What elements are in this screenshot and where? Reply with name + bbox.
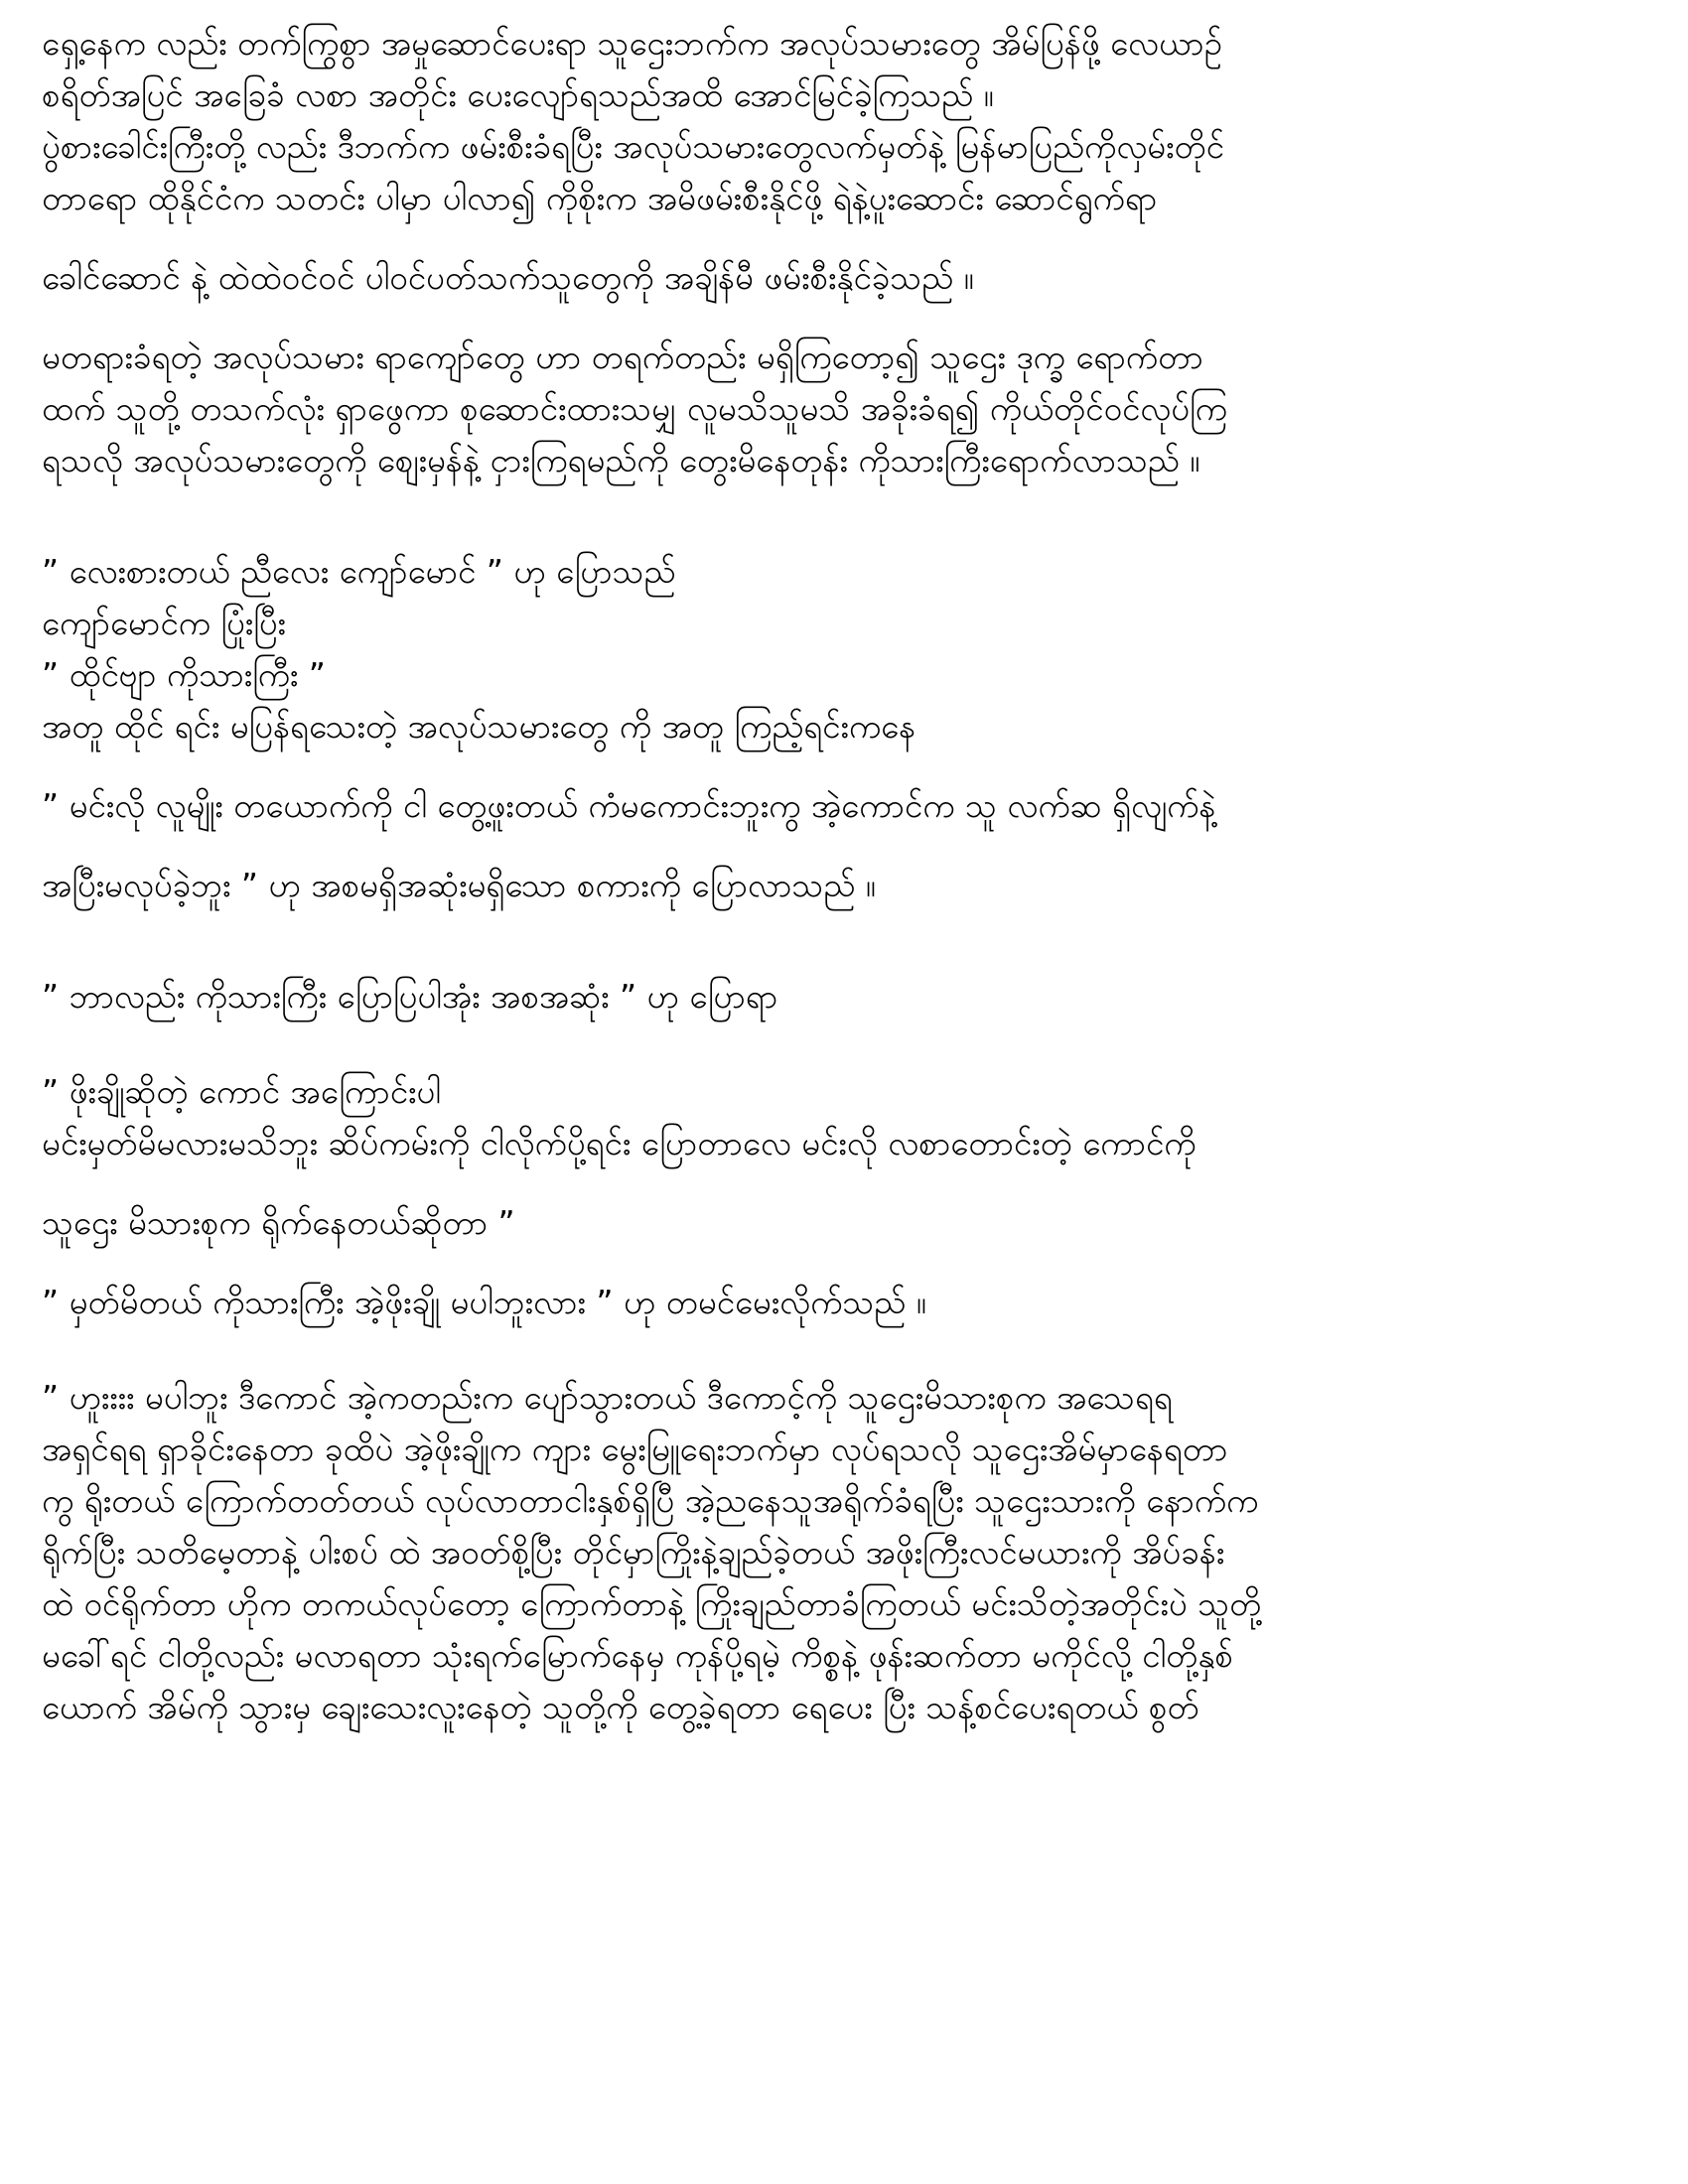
text-line: ” ထိုင်ဗျာ ကိုသားကြီး ” <box>42 655 326 694</box>
text-line: တာရော ထိုနိုင်ငံက သတင်း ပါမှာ ပါလာ၍ ကိုစိုးက အမိဖမ်းစီးနိုင်ဖို့ ရဲနဲ့ပူးဆောင်း ဆောင်ရွက်ရာ <box>42 179 1158 217</box>
text-line: ကွ ရိုးတယ် ကြောက်တတ်တယ် လုပ်လာတာငါးနှစ်ရှိပြီ အဲ့ညနေသူအရိုက်ခံရပြီး သူဌေးသားကို နောက်က <box>42 1481 1259 1520</box>
paragraph-gap <box>42 752 1650 780</box>
paragraph-gap <box>42 486 1650 546</box>
paragraph-gap <box>42 1249 1650 1277</box>
text-line: ယောက် အိမ်ကို သွားမှ ချေးသေးလူးနေတဲ့ သူတို့ကို တွေ့ခဲ့ရတာ ရေပေး ပြီး သန့်စင်ပေးရတယ် စွတ် <box>42 1688 1199 1726</box>
text-line: ထဲ ဝင်ရိုက်တာ ဟိုက တကယ်လုပ်တော့ ကြောက်တာနဲ့ ကြိုးချည်တာခံကြတယ် မင်းသိတဲ့အတိုင်းပဲ သူတို့ <box>42 1584 1262 1623</box>
text-line: စရိတ်အပြင် အခြေခံ လစာ အတိုင်း ပေးလျော်ရသည်အထိ အောင်မြင်ခဲ့ကြသည် ။ <box>42 75 994 114</box>
text-line: ” မင်းလို လူမျိုး တယောက်ကို ငါ တွေ့ဖူးတယ် ကံမကောင်းဘူးကွ အဲ့ကောင်က သူ လက်ဆ ရှိလျက်နဲ့ <box>42 786 1216 825</box>
text-line: ပွဲစားခေါင်းကြီးတို့ လည်း ဒီဘက်က ဖမ်းစီးခံရပြီး အလုပ်သမားတွေလက်မှတ်နဲ့ မြန်မာပြည်ကိုလှမ်းတိုင် <box>42 127 1224 166</box>
text-line: အတူ ထိုင် ရင်း မပြန်ရသေးတဲ့ အလုပ်သမားတွေ ကို အတူ ကြည့်ရင်းကနေ <box>42 707 916 746</box>
text-line: ခေါင်ဆောင် နဲ့ ထဲထဲဝင်ဝင် ပါဝင်ပတ်သက်သူတွေကို အချိန်မီ ဖမ်းစီးနိုင်ခဲ့သည် ။ <box>42 258 974 297</box>
text-line: ထက် သူတို့ တသက်လုံး ရှာဖွေကာ စုဆောင်းထားသမျှ လူမသိသူမသိ အခိုးခံရ၍ ကိုယ်တိုင်ဝင်လုပ်ကြ <box>42 389 1227 428</box>
text-line: အရှင်ရရ ရှာခိုင်းနေတာ ခုထိပဲ အဲ့ဖိုးချိုက ကျား မွေးမြူရေးဘက်မှာ လုပ်ရသလို သူဌေးအိမ်မှာနေရတာ <box>42 1430 1228 1468</box>
text-line: ” လေးစားတယ် ညီလေး ကျော်မောင် ” ဟု ပြောသည် <box>42 552 676 591</box>
text-line: ကျော်မောင်က ပြုံးပြီး <box>42 604 286 642</box>
text-line: မတရားခံရတဲ့ အလုပ်သမား ရာကျော်တွေ ဟာ တရက်တည်း မရှိကြတော့၍ သူဌေး ဒုက္ခ ရောက်တာ <box>42 338 1203 376</box>
text-line: မခေါ်ရင် ငါတို့လည်း မလာရတာ သုံးရက်မြောက်နေမှ ကုန်ပို့ရမဲ့ ကိစ္စနဲ့ ဖုန်းဆက်တာ မကိုင်လို့ ငါတို့နှစ် <box>42 1636 1233 1675</box>
paragraph-gap <box>42 832 1650 860</box>
text-line: ရိုက်ပြီး သတိမေ့တာနဲ့ ပါးစပ် ထဲ အဝတ်စို့ပြီး တိုင်မှာကြိုးနဲ့ချည်ခဲ့တယ် အဖိုးကြီးလင်မယားကို အိပ်ခန်း <box>42 1533 1225 1571</box>
text-line: သူဌေး မိသားစုက ရိုက်နေတယ်ဆိုတာ ” <box>42 1203 515 1242</box>
text-line: အပြီးမလုပ်ခဲ့ဘူး ” ဟု အစမရှိအဆုံးမရှိသော စကားကို ပြောလာသည် ။ <box>42 866 876 904</box>
paragraph-gap <box>42 224 1650 252</box>
paragraph-gap <box>42 1169 1650 1197</box>
paragraph-gap <box>42 1328 1650 1372</box>
text-line: ” မှတ်မိတယ် ကိုသားကြီး အဲ့ဖိုးချို မပါဘူးလား ” ဟု တမင်မေးလိုက်သည် ။ <box>42 1283 926 1321</box>
text-line: ” ဘာလည်း ကိုသားကြီး ပြောပြပါအုံး အစအဆုံး ” ဟု ပြောရာ <box>42 977 778 1016</box>
text-line: ” ဖိုးချိုဆိုတဲ့ ကောင် အကြောင်းပါ <box>42 1072 441 1111</box>
paragraph-gap <box>42 304 1650 332</box>
paragraph-gap <box>42 911 1650 971</box>
text-line: ရသလို အလုပ်သမားတွေကို စျေးမှန်နဲ့ ငှားကြရမည်ကို တွေးမိနေတုန်း ကိုသားကြီးရောက်လာသည် ။ <box>42 441 1200 479</box>
paragraph-gap <box>42 1023 1650 1066</box>
text-line: ရှေ့နေက လည်း တက်ကြွစွာ အမှုဆောင်ပေးရာ သူဌေးဘက်က အလုပ်သမားတွေ အိမ်ပြန်ဖို့ လေယာဉ် <box>42 24 1222 63</box>
text-line: ” ဟူးးးး မပါဘူး ဒီကောင် အဲ့ကတည်းက ပျော်သွားတယ် ဒီကောင့်ကို သူဌေးမိသားစုက အသေရရ <box>42 1378 1173 1417</box>
text-line: မင်းမှတ်မိမလားမသိဘူး ဆိပ်ကမ်းကို ငါလိုက်ပို့ရင်း ပြောတာလေ မင်းလို လစာတောင်းတဲ့ ကောင်ကို <box>42 1124 1196 1162</box>
document-page <box>42 18 1650 1733</box>
